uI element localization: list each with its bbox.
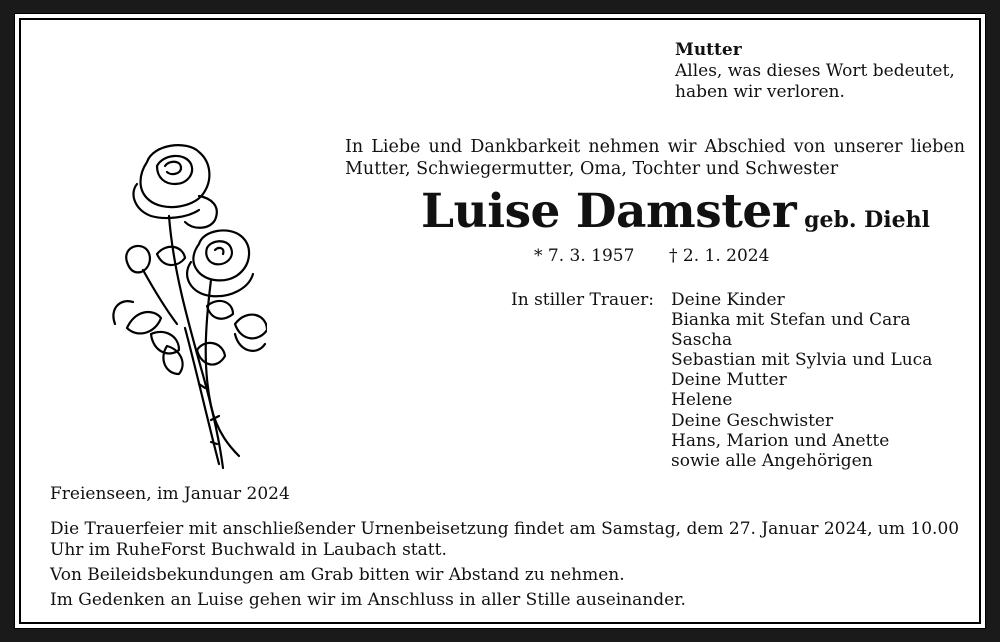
motto-heading: Mutter bbox=[675, 40, 742, 60]
mourners-list bbox=[671, 290, 932, 471]
funeral-notice bbox=[50, 519, 980, 615]
birth-name: geb. Diehl bbox=[804, 207, 930, 233]
deceased-name-line bbox=[421, 184, 930, 239]
deceased-name: Luise Damster bbox=[421, 184, 797, 239]
list-item: Deine Mutter bbox=[671, 370, 787, 391]
list-item: sowie alle Angehörigen bbox=[671, 450, 873, 471]
list-item: Deine Geschwister bbox=[671, 410, 834, 431]
list-item: Bianka mit Stefan und Cara bbox=[671, 310, 911, 331]
motto bbox=[675, 40, 955, 103]
list-item: Sebastian mit Sylvia und Luca bbox=[671, 350, 933, 371]
birth-date: * 7. 3. 1957 bbox=[534, 246, 635, 266]
rose-illustration-icon bbox=[107, 138, 267, 478]
place-date: Freienseen, im Januar 2024 bbox=[50, 484, 290, 504]
obituary-frame bbox=[14, 13, 986, 629]
motto-line: haben wir verloren. bbox=[675, 82, 845, 102]
notice-paragraph: Von Beileidsbekundungen am Grab bitten wir Abstand zu nehmen. bbox=[50, 565, 625, 585]
list-item: Hans, Marion und Anette bbox=[671, 430, 890, 451]
notice-paragraph: Die Trauerfeier mit anschließender Urnenbeisetzung findet am Samstag, dem 27. Januar 2024, um 10.00 Uhr im RuheForst Buchwald in Laubach statt. bbox=[50, 519, 960, 560]
intro-text: In Liebe und Dankbarkeit nehmen wir Abschied von unserer lieben Mutter, Schwiegermutter, Oma, Tochter und Schwester bbox=[345, 137, 965, 179]
list-item: Sascha bbox=[671, 330, 733, 351]
notice-paragraph: Im Gedenken an Luise gehen wir im Anschluss in aller Stille auseinander. bbox=[50, 590, 686, 610]
mourning-label: In stiller Trauer: bbox=[511, 290, 654, 310]
list-item: Deine Kinder bbox=[671, 290, 785, 310]
death-date: † 2. 1. 2024 bbox=[669, 246, 770, 266]
motto-line: Alles, was dieses Wort bedeutet, bbox=[675, 61, 955, 81]
list-item: Helene bbox=[671, 390, 733, 411]
obituary-inner-border bbox=[19, 18, 981, 624]
